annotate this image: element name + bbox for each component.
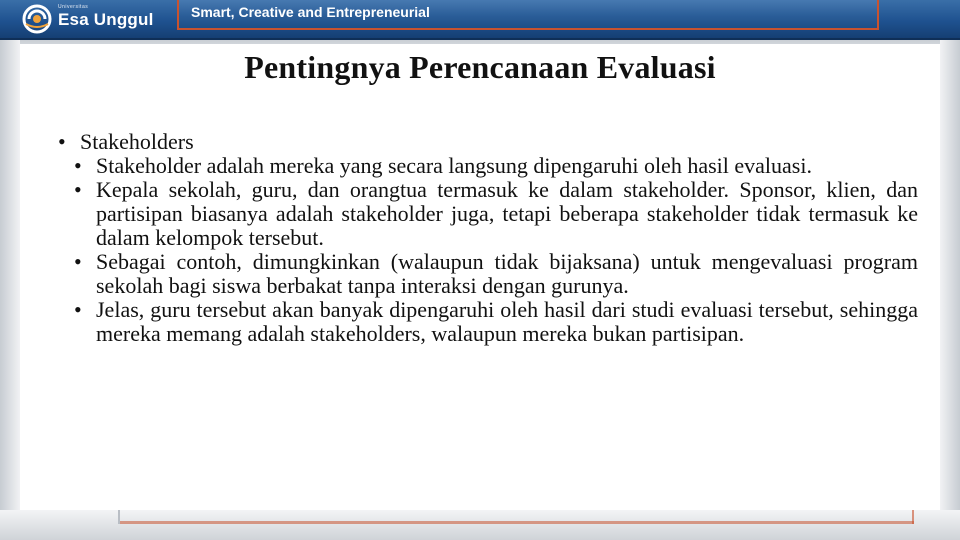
frame-left xyxy=(0,40,20,540)
brand-name xyxy=(58,3,154,29)
sub-bullet-examples: • Kepala sekolah, guru, dan orangtua termasuk ke dalam stakeholder. Sponsor, klien, dan partisipan biasanya adalah stakeholder juga, tetapi beberapa stakeholder tidak termasuk ke dalam kelompok tersebut. xyxy=(58,178,918,250)
bullet-list xyxy=(58,130,918,346)
esa-unggul-logo-icon xyxy=(22,4,52,34)
brand-super-text: Universitas xyxy=(58,3,89,10)
tagline-text: Smart, Creative and Entrepreneurial xyxy=(191,4,430,20)
brand-logo xyxy=(22,4,154,34)
tagline-box xyxy=(177,0,879,30)
slide-content xyxy=(20,44,940,510)
sub-bullet-definition: • Stakeholder adalah mereka yang secara langsung dipengaruhi oleh hasil evaluasi. xyxy=(58,154,918,178)
sub-bullet-illustration: • Sebagai contoh, dimungkinkan (walaupun tidak bijaksana) untuk mengevaluasi program sekolah bagi siswa berbakat tanpa interaksi dengan gurunya. xyxy=(58,250,918,298)
frame-bottom-divider-left xyxy=(118,510,120,524)
sub-bullet-list xyxy=(58,154,918,346)
frame-bottom-divider-right xyxy=(912,510,914,524)
sub-bullet-conclusion: • Jelas, guru tersebut akan banyak dipengaruhi oleh hasil dari studi evaluasi tersebut, sehingga mereka memang adalah stakeholders, walaupun mereka bukan partisipan. xyxy=(58,298,918,346)
slide-title: Pentingnya Perencanaan Evaluasi xyxy=(244,49,716,85)
header-bar xyxy=(0,0,960,40)
brand-name-text: Esa Unggul xyxy=(58,9,154,29)
frame-bottom-accent-line xyxy=(118,521,914,524)
frame-right xyxy=(940,40,960,540)
bullet-stakeholders xyxy=(58,130,918,154)
frame-bottom xyxy=(0,510,960,540)
bullet-text: Stakeholders xyxy=(80,129,194,154)
